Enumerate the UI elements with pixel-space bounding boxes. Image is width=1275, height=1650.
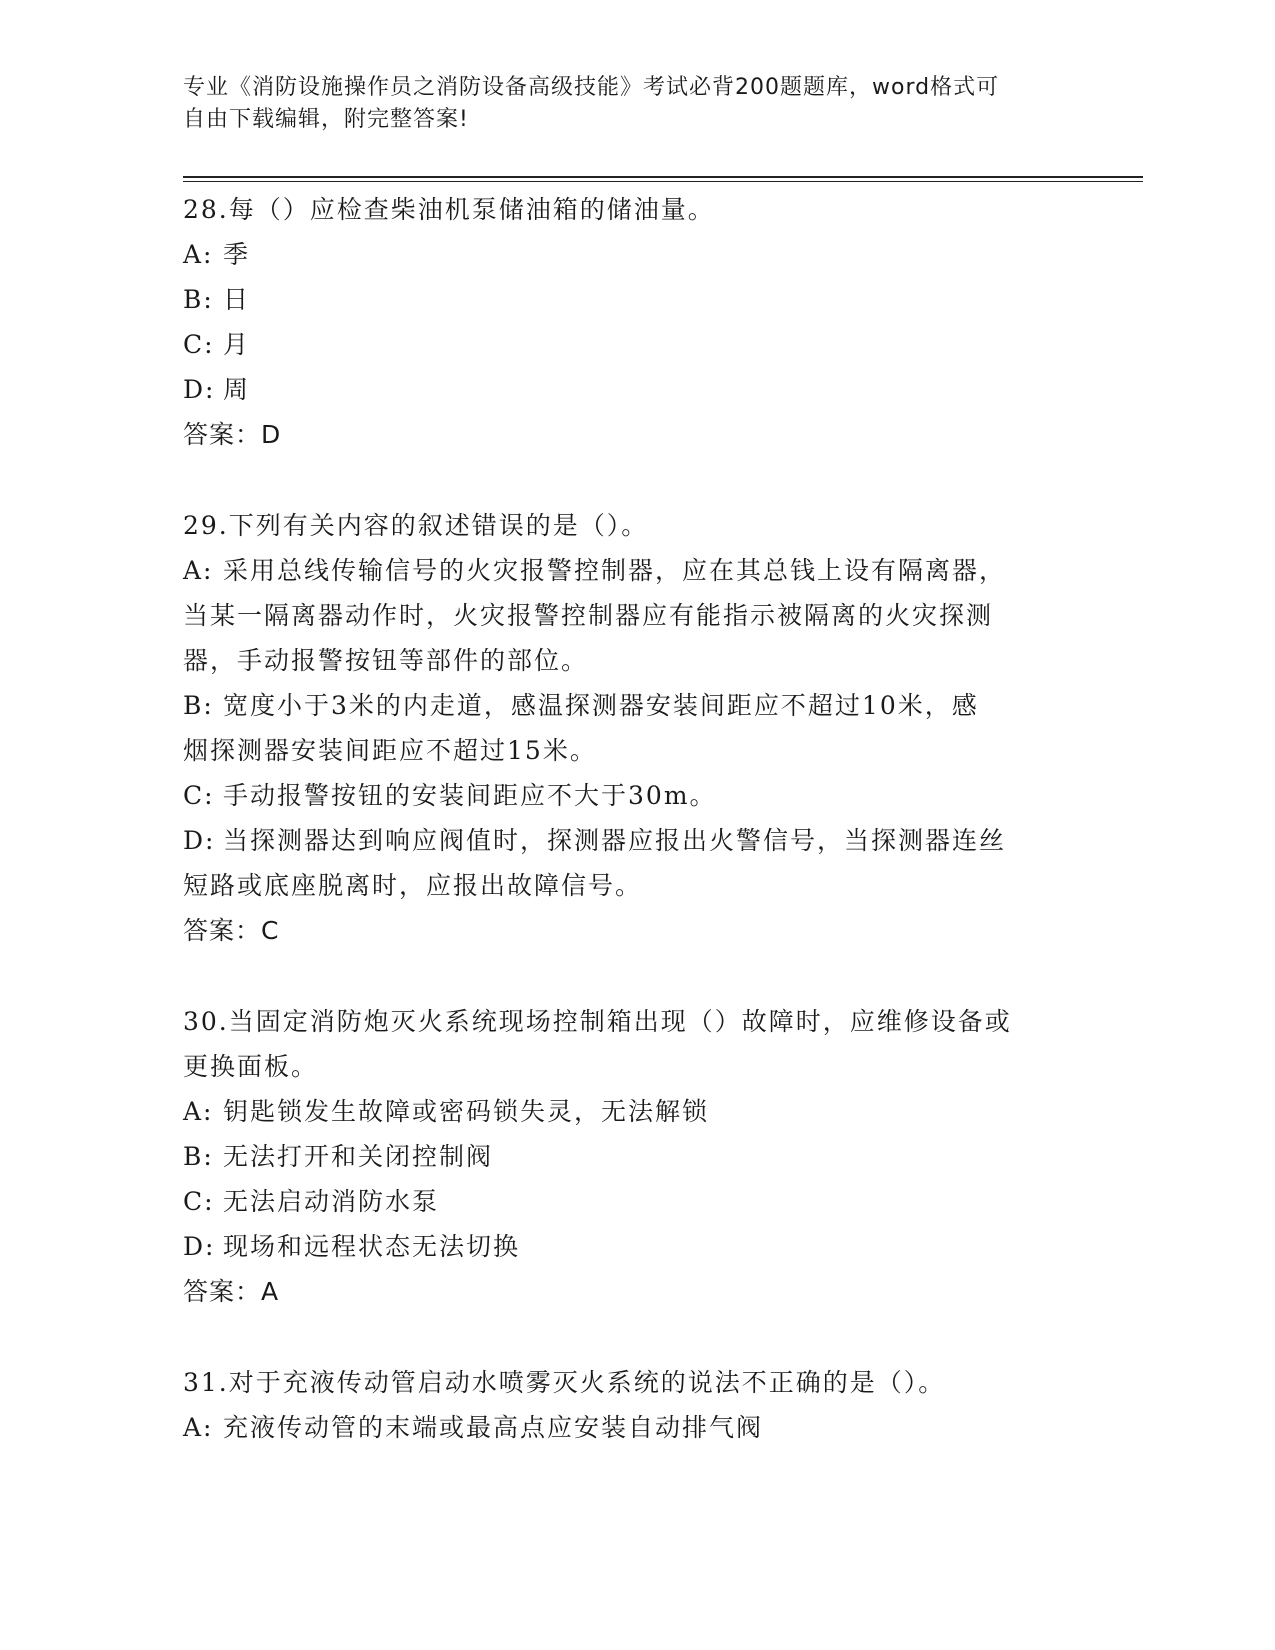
option-text: 日 — [223, 285, 251, 314]
question-list — [183, 187, 1083, 1496]
question-block — [183, 503, 1083, 953]
option-label: C: — [183, 1187, 215, 1216]
option-label: A: — [183, 556, 214, 585]
option-text: 周 — [223, 375, 251, 404]
option-line — [183, 638, 1083, 683]
option-label: D: — [183, 826, 216, 855]
option-line — [183, 863, 1083, 908]
option-label: A: — [183, 1097, 214, 1126]
option-label: A: — [183, 1413, 214, 1442]
option-line — [183, 1224, 1083, 1269]
option-text: 器，手动报警按钮等部件的部位。 — [183, 646, 589, 675]
option-line — [183, 1405, 1083, 1450]
option-text: 手动报警按钮的安装间距应不大于30m。 — [223, 781, 717, 810]
question-block — [183, 1360, 1083, 1450]
option-line — [183, 1134, 1083, 1179]
option-line — [183, 367, 1083, 412]
header-line-1: 专业《消防设施操作员之消防设备高级技能》考试必背200题题库，word格式可 — [183, 75, 1000, 100]
header-line-2: 自由下载编辑，附完整答案! — [183, 107, 469, 132]
question-stem: 31.对于充液传动管启动水喷雾灭火系统的说法不正确的是（）。 — [183, 1368, 946, 1397]
option-text: 短路或底座脱离时，应报出故障信号。 — [183, 871, 643, 900]
option-line — [183, 773, 1083, 818]
option-label: C: — [183, 330, 215, 359]
option-text: 宽度小于3米的内走道，感温探测器安装间距应不超过10米，感 — [223, 691, 979, 720]
answer-text: 答案：C — [183, 916, 280, 945]
question-block — [183, 999, 1083, 1314]
answer-text: 答案：A — [183, 1277, 280, 1306]
option-label: B: — [183, 1142, 214, 1171]
option-line — [183, 277, 1083, 322]
header-divider-thick — [183, 176, 1143, 178]
option-line — [183, 818, 1083, 863]
answer-text: 答案：D — [183, 420, 282, 449]
document-header — [183, 72, 1083, 136]
question-stem: 30.当固定消防炮灭火系统现场控制箱出现（）故障时，应维修设备或 — [183, 1007, 1012, 1036]
option-label: B: — [183, 285, 214, 314]
option-label: B: — [183, 691, 214, 720]
option-text: 无法启动消防水泵 — [223, 1187, 440, 1216]
question-stem: 29.下列有关内容的叙述错误的是（）。 — [183, 511, 649, 540]
option-line — [183, 1179, 1083, 1224]
option-line — [183, 322, 1083, 367]
option-text: 无法打开和关闭控制阀 — [223, 1142, 494, 1171]
question-block — [183, 187, 1083, 457]
question-stem: 28.每（）应检查柴油机泵储油箱的储油量。 — [183, 195, 715, 224]
option-label: C: — [183, 781, 215, 810]
option-text: 钥匙锁发生故障或密码锁失灵，无法解锁 — [223, 1097, 710, 1126]
option-line — [183, 728, 1083, 773]
option-text: 当某一隔离器动作时，火灾报警控制器应有能指示被隔离的火灾探测 — [183, 601, 994, 630]
option-line — [183, 548, 1083, 593]
option-text: 采用总线传输信号的火灾报警控制器，应在其总钱上设有隔离器， — [223, 556, 1007, 585]
header-divider-thin — [183, 181, 1143, 182]
option-line — [183, 232, 1083, 277]
question-stem: 更换面板。 — [183, 1052, 319, 1081]
option-label: D: — [183, 375, 216, 404]
option-text: 月 — [223, 330, 251, 359]
option-line — [183, 683, 1083, 728]
option-text: 当探测器达到响应阀值时，探测器应报出火警信号，当探测器连丝 — [223, 826, 1007, 855]
option-label: D: — [183, 1232, 216, 1261]
option-text: 烟探测器安装间距应不超过15米。 — [183, 736, 597, 765]
option-text: 季 — [223, 240, 251, 269]
option-label: A: — [183, 240, 214, 269]
option-text: 充液传动管的末端或最高点应安装自动排气阀 — [223, 1413, 764, 1442]
option-line — [183, 1089, 1083, 1134]
option-line — [183, 593, 1083, 638]
option-text: 现场和远程状态无法切换 — [223, 1232, 521, 1261]
